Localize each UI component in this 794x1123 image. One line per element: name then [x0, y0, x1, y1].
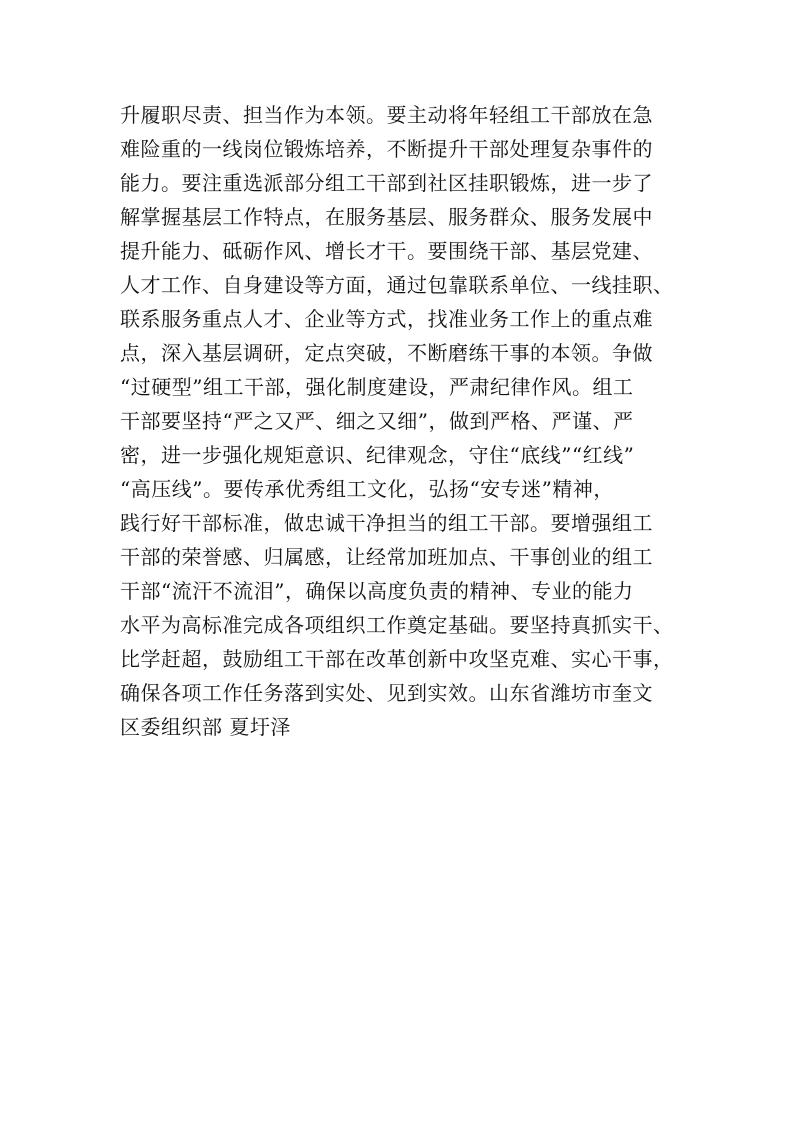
text-line: 干部要坚持“严之又严、细之又细”，做到严格、严谨、严: [120, 409, 634, 433]
body-text: [120, 98, 700, 744]
text-line: 点，深入基层调研，定点突破，不断磨练干事的本领。争做: [120, 341, 653, 365]
text-line: 比学赶超，鼓励组工干部在改革创新中攻坚克难、实心干事，: [120, 647, 674, 671]
text-line: 人才工作、自身建设等方面，通过包靠联系单位、一线挂职、: [120, 273, 674, 297]
text-line: 确保各项工作任务落到实处、见到实效。山东省潍坊市奎文: [120, 681, 653, 705]
text-line: 践行好干部标准，做忠诚干净担当的组工干部。要增强组工: [120, 511, 653, 535]
text-line: 密，进一步强化规矩意识、纪律观念，守住“底线”“红线”: [120, 443, 635, 467]
text-line: 联系服务重点人才、企业等方式，找准业务工作上的重点难: [120, 307, 653, 331]
text-line: 难险重的一线岗位锻炼培养，不断提升干部处理复杂事件的: [120, 137, 653, 161]
text-line: 干部“流汗不流泪”，确保以高度负责的精神、专业的能力: [120, 579, 634, 603]
text-line: 解掌握基层工作特点，在服务基层、服务群众、服务发展中: [120, 205, 653, 229]
text-line: 能力。要注重选派部分组工干部到社区挂职锻炼，进一步了: [120, 171, 653, 195]
author-line: 区委组织部 夏圩泽: [120, 715, 291, 739]
text-line: 干部的荣誉感、归属感，让经常加班加点、干事创业的组工: [120, 545, 653, 569]
text-line: “过硬型”组工干部，强化制度建设，严肃纪律作风。组工: [120, 375, 634, 399]
text-line: 水平为高标准完成各项组织工作奠定基础。要坚持真抓实干、: [120, 613, 674, 637]
text-line: 升履职尽责、担当作为本领。要主动将年轻组工干部放在急: [120, 103, 653, 127]
text-line: 提升能力、砥砺作风、增长才干。要围绕干部、基层党建、: [120, 239, 653, 263]
text-line: “高压线”。要传承优秀组工文化，弘扬“安专迷”精神，: [120, 477, 614, 501]
